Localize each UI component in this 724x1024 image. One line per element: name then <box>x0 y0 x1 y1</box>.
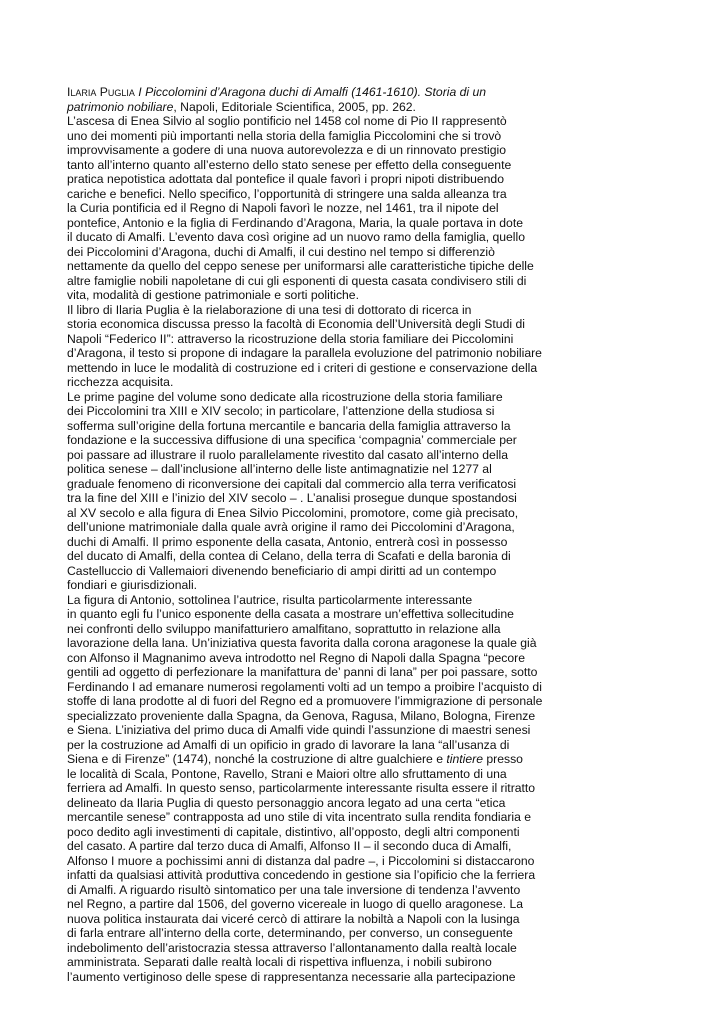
text-line: del ducato di Amalfi, della contea di Celano, della terra di Scafati e della baronia di <box>67 549 511 563</box>
review-text <box>67 85 557 984</box>
citation-line-1 <box>67 85 557 100</box>
text-line: nei confronti dello sviluppo manifatturiero amalfitano, soprattutto in relazione alla <box>67 621 501 636</box>
book-title-part-1: I Piccolomini d’Aragona duchi di Amalfi (1461-1610). Storia di un <box>134 85 487 99</box>
text-line: la Curia pontificia ed il Regno di Napoli favorì le nozze, nel 1461, tra il nipote del <box>67 201 499 215</box>
text-line: per la costruzione ad Amalfi di un opificio in grado di lavorare la lana “all’usanza di <box>67 737 510 752</box>
text-line: pontefice, Antonio e la figlia di Ferdinando d’Aragona, Maria, la quale portava in dote <box>67 215 523 230</box>
text-line: con Alfonso il Magnanimo aveva introdotto nel Regno di Napoli dalla Spagna “pecore <box>67 650 526 665</box>
text-line: L’ascesa di Enea Silvio al soglio pontificio nel 1458 col nome di Pio II rappresentò <box>67 114 507 128</box>
text-line: specializzato proveniente dalla Spagna, da Genova, Ragusa, Milano, Bologna, Firenze <box>67 708 536 723</box>
text-line: mercantile senese” contrapposta ad uno stile di vita incentrato sulla rendita fondiaria e <box>67 810 532 824</box>
text-line: tanto all’interno quanto all’esterno dello stato senese per effetto della conseguente <box>67 157 512 172</box>
text-line: Il libro di Ilaria Puglia è la rielaborazione di una tesi di dottorato di ricerca in <box>67 302 472 317</box>
italic-word: tintiere <box>446 752 483 766</box>
text-line: d’Aragona, il testo si propone di indagare la parallela evoluzione del patrimonio nobiliare <box>67 346 542 360</box>
citation-line-2 <box>67 100 557 115</box>
text-line: del casato. A partire dal terzo duca di Amalfi, Alfonso II – il secondo duca di Amalfi, <box>67 839 512 853</box>
line-segment: presso <box>482 752 523 766</box>
text-line: pratica nepotistica adottata dal pontefice il quale favorì i propri nipoti distribuendo <box>67 172 504 186</box>
text-line: fondazione e la successiva diffusione di una specifica ‘compagnia’ commerciale per <box>67 433 517 447</box>
publisher-info: , Napoli, Editoriale Scientifica, 2005, pp. 262. <box>173 99 416 114</box>
text-line: delineato da Ilaria Puglia di questo personaggio ancora legato ad una certa “etica <box>67 795 506 810</box>
text-line: dei Piccolomini d’Aragona, duchi di Amalfi, il cui destino nel tempo si differenziò <box>67 244 495 259</box>
text-line: al XV secolo e alla figura di Enea Silvio Piccolomini, promotore, come già precisato, <box>67 505 519 520</box>
text-line: ricchezza acquisita. <box>67 375 174 389</box>
text-line: sofferma sull’origine della fortuna mercantile e bancaria della famiglia attraverso la <box>67 418 511 433</box>
text-line: cariche e benefici. Nello specifico, l’opportunità di stringere una salda alleanza tra <box>67 186 507 201</box>
text-line: dell’unione matrimoniale dalla quale avrà origine il ramo dei Piccolomini d’Aragona, <box>67 520 515 534</box>
text-line: l’aumento vertiginoso delle spese di rappresentanza necessarie alla partecipazione <box>67 969 516 984</box>
text-line: di farla entrare all’interno della corte, determinando, per converso, un conseguente <box>67 926 513 940</box>
text-line: nettamente da quello del ceppo senese per uniformarsi alle caratteristiche tipiche delle <box>67 259 534 273</box>
text-line: in quanto egli fu l’unico esponente della casata a mostrare un’effettiva sollecitudine <box>67 607 514 621</box>
text-line: e Siena. L’iniziativa del primo duca di Amalfi vide quindi l’assunzione di maestri senesi <box>67 723 531 737</box>
text-line: gentili ad oggetto di perfezionare la manifattura de’ panni di lana” per poi passare, sotto <box>67 665 538 679</box>
text-line: di Amalfi. A riguardo risultò sintomatico per una tale inversione di tendenza l’avvento <box>67 882 521 897</box>
text-line: ferriera ad Amalfi. In questo senso, particolarmente interessante risulta essere il ritratto <box>67 781 536 795</box>
book-title-part-2: patrimonio nobiliare <box>67 99 174 114</box>
text-line: Ferdinando I ad emanare numerosi regolamenti volti ad un tempo a proibire l’acquisto di <box>67 679 542 694</box>
text-line: vita, modalità di gestione patrimoniale e sorti politiche. <box>67 288 359 302</box>
body-text-before <box>67 114 557 752</box>
text-line-tintiere <box>67 752 557 767</box>
text-line: indebolimento dell’aristocrazia stessa attraverso l’allontanamento dalla realtà locale <box>67 940 517 955</box>
text-line: Le prime pagine del volume sono dedicate alla ricostruzione della storia familiare <box>67 389 503 404</box>
text-line: graduale fenomeno di riconversione dei capitali dal commercio alla terra verificatosi <box>67 476 517 491</box>
text-line: poco dedito agli investimenti di capitale, distintivo, all’opposto, degli altri componenti <box>67 824 520 839</box>
text-line: stoffe di lana prodotte al di fuori del Regno ed a promuovere l’immigrazione di personale <box>67 694 543 708</box>
text-line: duchi di Amalfi. Il primo esponente della casata, Antonio, entrerà così in possesso <box>67 534 508 549</box>
text-line: poi passare ad illustrare il ruolo parallelamente rivestito dal casato all’interno della <box>67 447 509 462</box>
text-line: dei Piccolomini tra XIII e XIV secolo; in particolare, l’attenzione della studiosa si <box>67 404 495 418</box>
text-line: La figura di Antonio, sottolinea l’autrice, risulta particolarmente interessante <box>67 592 473 607</box>
text-line: improvvisamente a godere di una nuova autorevolezza e di un rinnovato prestigio <box>67 143 507 157</box>
text-line: infatti da qualsiasi attività produttiva concedendo in gestione sia l’opificio che la ferriera <box>67 868 536 882</box>
text-line: il ducato di Amalfi. L’evento dava così origine ad un nuovo ramo della famiglia, quello <box>67 230 525 244</box>
text-line: lavorazione della lana. Un’iniziativa questa favorita dalla corona aragonese la quale già <box>67 636 537 650</box>
text-line: Alfonso I muore a pochissimi anni di distanza dal padre –, i Piccolomini si distaccarono <box>67 853 535 868</box>
text-line: uno dei momenti più importanti nella storia della famiglia Piccolomini che si trovò <box>67 128 502 143</box>
text-line: le località di Scala, Pontone, Ravello, Strani e Maiori oltre allo sfruttamento di una <box>67 766 507 781</box>
text-line: mettendo in luce le modalità di costruzione ed i criteri di gestione e conservazione della <box>67 360 538 375</box>
text-line: tra la fine del XIII e l’inizio del XIV secolo – . L’analisi prosegue dunque spostandosi <box>67 491 517 505</box>
text-line: Napoli “Federico II”: attraverso la ricostruzione della storia familiare dei Piccolomini <box>67 331 514 346</box>
text-line: fondiari e giurisdizionali. <box>67 578 198 592</box>
text-line: altre famiglie nobili napoletane di cui gli esponenti di questa casata condivisero stili di <box>67 273 527 288</box>
line-segment: Siena e di Firenze” (1474), nonché la costruzione di altre gualchiere e <box>67 752 447 766</box>
text-line: politica senese – dall’inclusione all’interno delle liste antimagnatizie nel 1277 al <box>67 462 492 476</box>
text-line: storia economica discussa presso la facoltà di Economia dell’Università degli Studi di <box>67 317 525 331</box>
author-name: Ilaria Puglia <box>67 85 135 99</box>
text-line: nel Regno, a partire dal 1506, del governo vicereale in luogo di quello aragonese. La <box>67 897 523 911</box>
text-line: nuova politica instaurata dai viceré cercò di attirare la nobiltà a Napoli con la lusinga <box>67 911 520 926</box>
text-line: amministrata. Separati dalle realtà locali di rispettiva influenza, i nobili subirono <box>67 955 492 969</box>
body-text-after <box>67 767 557 985</box>
text-line: Castelluccio di Vallemaiori divenendo beneficiario di ampi diritti ad un contempo <box>67 563 497 578</box>
